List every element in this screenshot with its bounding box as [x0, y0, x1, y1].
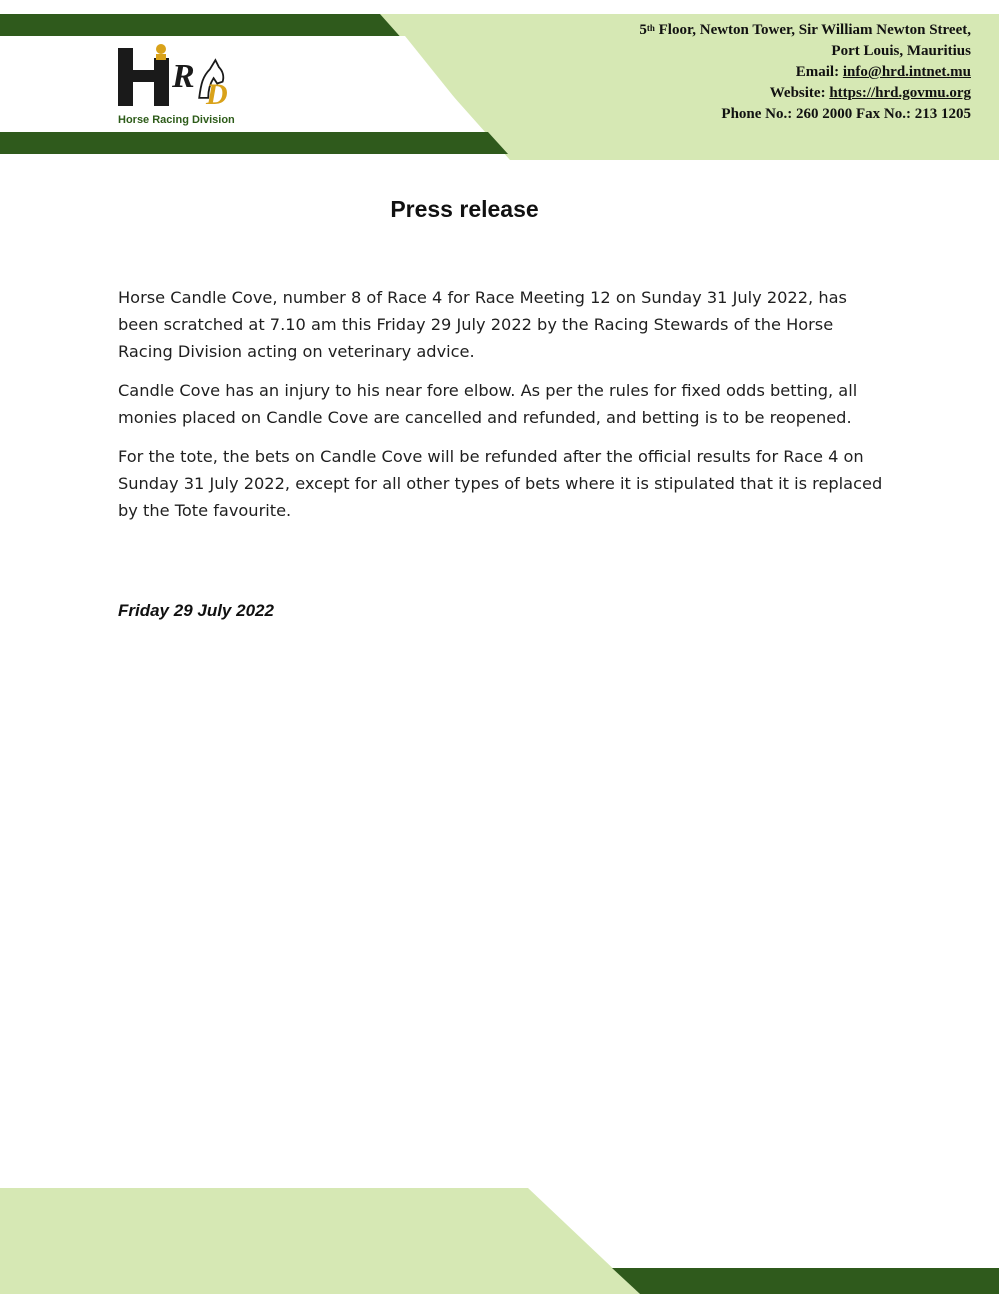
- press-release-body: [118, 284, 888, 536]
- address-line-1: [639, 20, 971, 41]
- paragraph: For the tote, the bets on Candle Cove will be refunded after the official results for Race 4 on Sunday 31 July 2022, except for all other types of bets where it is stipulated that it is replaced by the Tote favourite.: [118, 447, 883, 520]
- floor-suffix: th: [646, 23, 655, 33]
- logo-letter-d: D: [206, 78, 228, 111]
- header-dark-band-bottom: [0, 132, 508, 154]
- paragraph: Horse Candle Cove, number 8 of Race 4 for Race Meeting 12 on Sunday 31 July 2022, has been scratched at 7.10 am this Friday 29 July 2022 by the Racing Stewards of the Horse Racing Division acting on veterinary advice.: [118, 288, 847, 361]
- logo-caption: Horse Racing Division: [118, 114, 235, 126]
- footer-banner: [0, 1188, 999, 1294]
- email-link[interactable]: info@hrd.intnet.mu: [842, 64, 971, 80]
- footer-light-panel: [0, 1188, 640, 1294]
- release-date: Friday 29 July 2022: [118, 601, 274, 620]
- floor-number: 5: [639, 22, 647, 38]
- hrd-logo: [112, 40, 247, 130]
- logo-h-jockey-icon: [118, 44, 174, 106]
- paragraph: Candle Cove has an injury to his near fore elbow. As per the rules for fixed odds betting, all monies placed on Candle Cove are cancelled and refunded, and betting is to be reopened.: [118, 381, 858, 427]
- email-line: [639, 62, 971, 83]
- website-link[interactable]: https://hrd.govmu.org: [829, 85, 971, 101]
- website-label: Website:: [769, 85, 830, 101]
- address-line-1-text: Floor, Newton Tower, Sir William Newton Street,: [654, 22, 971, 38]
- page-title: Press release: [390, 196, 539, 222]
- logo-letter-r: R: [172, 58, 195, 95]
- contact-block: [639, 20, 971, 125]
- email-label: Email:: [795, 64, 843, 80]
- footer-dark-band: [612, 1268, 999, 1294]
- header-dark-band-top: [0, 14, 405, 36]
- website-line: [639, 83, 971, 104]
- phone-fax-line: Phone No.: 260 2000 Fax No.: 213 1205: [721, 106, 971, 122]
- address-line-2: Port Louis, Mauritius: [831, 43, 971, 59]
